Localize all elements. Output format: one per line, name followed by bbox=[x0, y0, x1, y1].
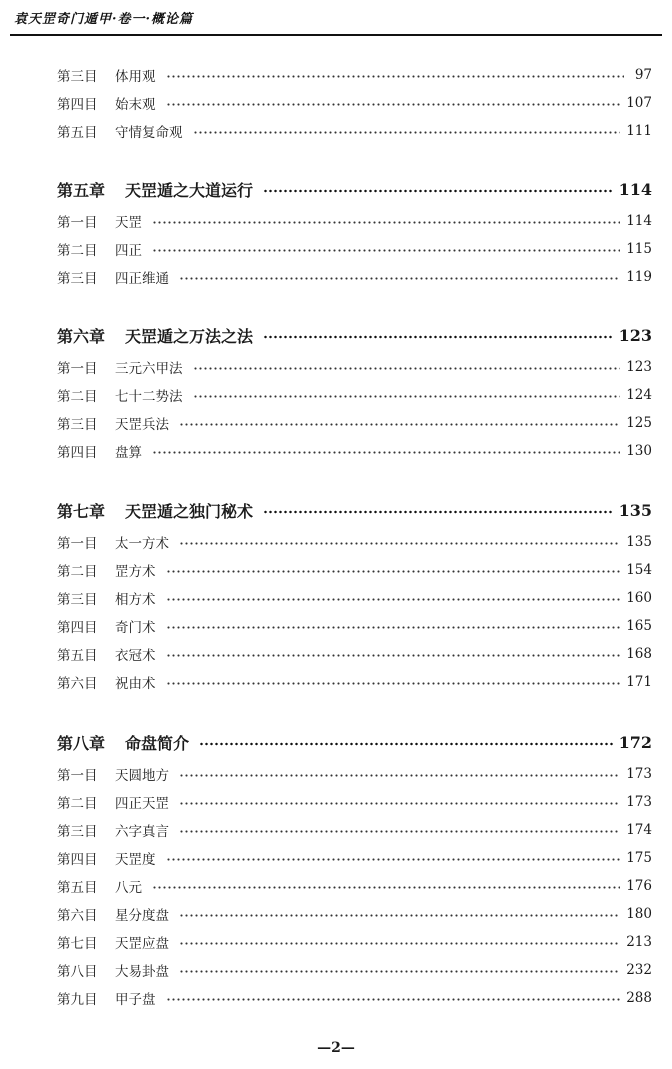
page-number-ref: 115 bbox=[626, 241, 652, 257]
section-title: 四正天罡 bbox=[115, 796, 169, 812]
toc-section-entry[interactable] bbox=[57, 847, 652, 869]
section-title: 四正 bbox=[115, 243, 142, 259]
section-title: 天罡 bbox=[115, 215, 142, 231]
dot-leader bbox=[179, 830, 620, 833]
page-number-ref: 171 bbox=[626, 674, 652, 690]
dot-leader bbox=[152, 249, 620, 252]
page-number-ref: 123 bbox=[626, 359, 652, 375]
page-number-ref: 111 bbox=[626, 123, 652, 139]
section-number: 第二目 bbox=[57, 796, 98, 812]
page-number-ref: 173 bbox=[626, 794, 652, 810]
page-number-ref: 213 bbox=[626, 934, 652, 950]
section-title: 体用观 bbox=[115, 69, 156, 85]
section-number: 第二目 bbox=[57, 389, 98, 405]
section-title: 天罡应盘 bbox=[115, 936, 169, 952]
page-number-ref: 180 bbox=[626, 906, 652, 922]
dot-leader bbox=[193, 367, 621, 370]
page-number-ref: 114 bbox=[618, 179, 652, 199]
dot-leader bbox=[152, 886, 620, 889]
page-number: —2— bbox=[317, 1040, 355, 1056]
section-title: 八元 bbox=[115, 880, 142, 896]
chapter-title: 命盘简介 bbox=[125, 733, 190, 753]
toc-chapter-entry[interactable] bbox=[57, 176, 652, 202]
dot-leader bbox=[166, 598, 621, 601]
section-number: 第三目 bbox=[57, 592, 98, 608]
section-number: 第一目 bbox=[57, 768, 98, 784]
section-title: 天罡兵法 bbox=[115, 417, 169, 433]
section-title: 太一方术 bbox=[115, 536, 169, 552]
dot-leader bbox=[263, 189, 613, 193]
dot-leader bbox=[179, 542, 620, 545]
toc-section-entry[interactable] bbox=[57, 763, 652, 785]
section-title: 奇门术 bbox=[115, 620, 156, 636]
toc-section-entry[interactable] bbox=[57, 266, 652, 288]
section-number: 第二目 bbox=[57, 564, 98, 580]
section-title: 罡方术 bbox=[115, 564, 156, 580]
toc-section-entry[interactable] bbox=[57, 987, 652, 1009]
page-number-ref: 125 bbox=[626, 415, 652, 431]
toc-section-entry[interactable] bbox=[57, 587, 652, 609]
chapter-number: 第七章 bbox=[57, 501, 106, 521]
toc-section-entry[interactable] bbox=[57, 903, 652, 925]
page-number-ref: 232 bbox=[626, 962, 652, 978]
section-number: 第五目 bbox=[57, 648, 98, 664]
chapter-number: 第六章 bbox=[57, 326, 106, 346]
section-title: 衣冠术 bbox=[115, 648, 156, 664]
chapter-title: 天罡遁之独门秘术 bbox=[125, 501, 254, 521]
toc-section-entry[interactable] bbox=[57, 931, 652, 953]
page-number-ref: 173 bbox=[626, 766, 652, 782]
dot-leader bbox=[263, 510, 613, 514]
section-title: 始末观 bbox=[115, 97, 156, 113]
page-number-ref: 114 bbox=[626, 213, 652, 229]
dot-leader bbox=[152, 451, 620, 454]
toc-section-entry[interactable] bbox=[57, 959, 652, 981]
dot-leader bbox=[199, 742, 613, 746]
dot-leader bbox=[179, 970, 620, 973]
dot-leader bbox=[179, 774, 620, 777]
dot-leader bbox=[166, 654, 621, 657]
section-title: 甲子盘 bbox=[115, 992, 156, 1008]
page-number-ref: 165 bbox=[626, 618, 652, 634]
section-title: 七十二势法 bbox=[115, 389, 183, 405]
section-title: 守情复命观 bbox=[115, 125, 183, 141]
section-number: 第三目 bbox=[57, 417, 98, 433]
toc-chapter-entry[interactable] bbox=[57, 729, 652, 755]
page-number-ref: 174 bbox=[626, 822, 652, 838]
toc-section-entry[interactable] bbox=[57, 643, 652, 665]
toc-section-entry[interactable] bbox=[57, 531, 652, 553]
dot-leader bbox=[179, 277, 620, 280]
section-title: 天圆地方 bbox=[115, 768, 169, 784]
chapter-title: 天罡遁之万法之法 bbox=[125, 326, 254, 346]
section-title: 祝由术 bbox=[115, 676, 156, 692]
page-number-ref: 176 bbox=[626, 878, 652, 894]
page-number-ref: 154 bbox=[626, 562, 652, 578]
toc-chapter-entry[interactable] bbox=[57, 322, 652, 348]
section-title: 四正维通 bbox=[115, 271, 169, 287]
section-title: 星分度盘 bbox=[115, 908, 169, 924]
section-number: 第五目 bbox=[57, 125, 98, 141]
dot-leader bbox=[179, 914, 620, 917]
chapter-title: 天罡遁之大道运行 bbox=[125, 180, 254, 200]
page-number-ref: 168 bbox=[626, 646, 652, 662]
toc-section-entry[interactable] bbox=[57, 671, 652, 693]
chapter-number: 第八章 bbox=[57, 733, 106, 753]
toc-section-entry[interactable] bbox=[57, 440, 652, 462]
dot-leader bbox=[166, 682, 621, 685]
page-number-ref: 124 bbox=[626, 387, 652, 403]
section-number: 第四目 bbox=[57, 852, 98, 868]
section-number: 第一目 bbox=[57, 536, 98, 552]
page-number-ref: 123 bbox=[618, 325, 652, 345]
toc-section-entry[interactable] bbox=[57, 384, 652, 406]
toc-section-entry[interactable] bbox=[57, 559, 652, 581]
section-number: 第六目 bbox=[57, 908, 98, 924]
page-number-ref: 135 bbox=[626, 534, 652, 550]
section-number: 第四目 bbox=[57, 445, 98, 461]
page-number-ref: 160 bbox=[626, 590, 652, 606]
page-number-ref: 130 bbox=[626, 443, 652, 459]
page-number-ref: 135 bbox=[618, 500, 652, 520]
page-number-ref: 175 bbox=[626, 850, 652, 866]
dot-leader bbox=[166, 858, 621, 861]
section-title: 六字真言 bbox=[115, 824, 169, 840]
section-number: 第九目 bbox=[57, 992, 98, 1008]
section-number: 第五目 bbox=[57, 880, 98, 896]
chapter-number: 第五章 bbox=[57, 180, 106, 200]
section-number: 第四目 bbox=[57, 620, 98, 636]
section-number: 第四目 bbox=[57, 97, 98, 113]
dot-leader bbox=[193, 131, 621, 134]
dot-leader bbox=[166, 570, 621, 573]
toc-chapter-entry[interactable] bbox=[57, 497, 652, 523]
section-number: 第三目 bbox=[57, 824, 98, 840]
page-number-ref: 172 bbox=[618, 732, 652, 752]
toc-section-entry[interactable] bbox=[57, 120, 652, 142]
toc-section-entry[interactable] bbox=[57, 210, 652, 232]
section-number: 第二目 bbox=[57, 243, 98, 259]
toc-section-entry[interactable] bbox=[57, 791, 652, 813]
toc-section-entry[interactable] bbox=[57, 615, 652, 637]
section-number: 第三目 bbox=[57, 271, 98, 287]
running-header: 袁天罡奇门遁甲·卷一·概论篇 bbox=[14, 12, 194, 27]
section-title: 盘算 bbox=[115, 445, 142, 461]
page-number-ref: 97 bbox=[634, 67, 652, 83]
dot-leader bbox=[166, 626, 621, 629]
toc-section-entry[interactable] bbox=[57, 64, 652, 86]
toc-section-entry[interactable] bbox=[57, 875, 652, 897]
section-number: 第六目 bbox=[57, 676, 98, 692]
toc-section-entry[interactable] bbox=[57, 356, 652, 378]
dot-leader bbox=[166, 998, 621, 1001]
section-title: 天罡度 bbox=[115, 852, 156, 868]
section-title: 三元六甲法 bbox=[115, 361, 183, 377]
page-number-ref: 107 bbox=[626, 95, 652, 111]
dot-leader bbox=[193, 395, 621, 398]
dot-leader bbox=[166, 103, 621, 106]
section-number: 第三目 bbox=[57, 69, 98, 85]
toc-section-entry[interactable] bbox=[57, 238, 652, 260]
section-number: 第七目 bbox=[57, 936, 98, 952]
page-number-ref: 119 bbox=[626, 269, 652, 285]
dot-leader bbox=[179, 802, 620, 805]
section-title: 相方术 bbox=[115, 592, 156, 608]
section-title: 大易卦盘 bbox=[115, 964, 169, 980]
dot-leader bbox=[166, 75, 625, 78]
dot-leader bbox=[152, 221, 620, 224]
section-number: 第一目 bbox=[57, 361, 98, 377]
section-number: 第八目 bbox=[57, 964, 98, 980]
dot-leader bbox=[263, 335, 613, 339]
toc-section-entry[interactable] bbox=[57, 819, 652, 841]
section-number: 第一目 bbox=[57, 215, 98, 231]
page-number-ref: 288 bbox=[626, 990, 652, 1006]
dot-leader bbox=[179, 423, 620, 426]
toc-section-entry[interactable] bbox=[57, 92, 652, 114]
dot-leader bbox=[179, 942, 620, 945]
toc-section-entry[interactable] bbox=[57, 412, 652, 434]
